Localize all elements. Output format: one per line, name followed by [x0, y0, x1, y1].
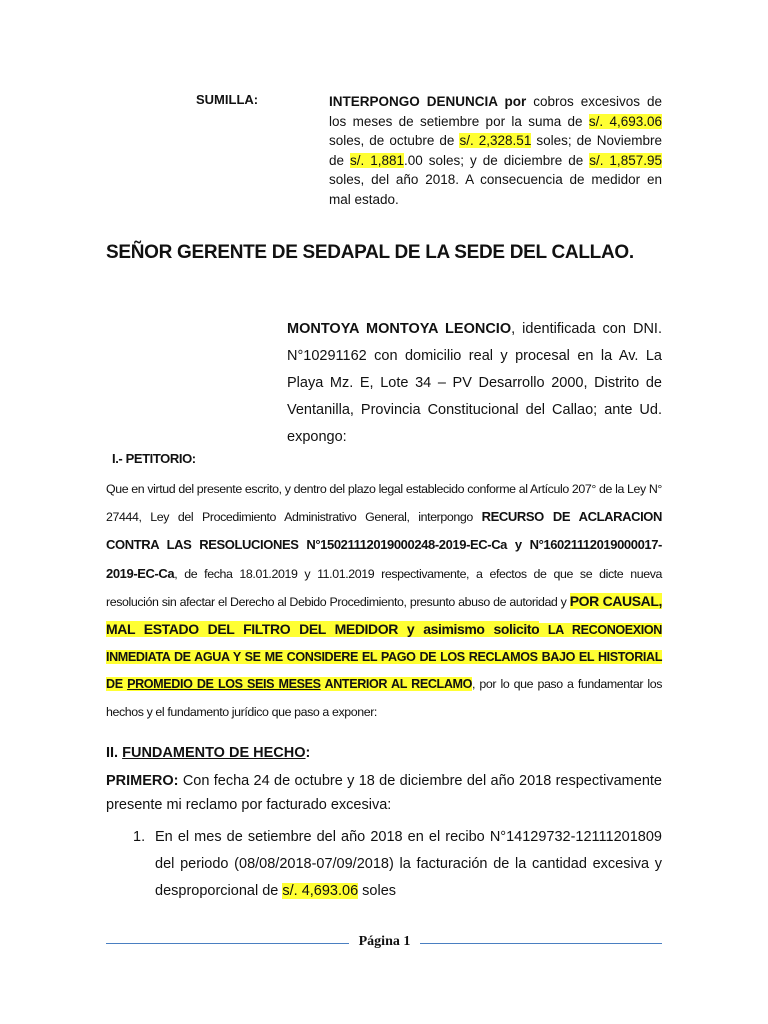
- sumilla-lead: INTERPONGO DENUNCIA por: [329, 94, 527, 109]
- petitorio-paragraph: [106, 476, 662, 726]
- sumilla-text-5: soles, del año 2018. A consecuencia de medidor en mal estado.: [329, 172, 662, 207]
- fundamento-title: FUNDAMENTO DE HECHO: [122, 745, 306, 761]
- list-item: [133, 824, 662, 905]
- intro-text: , identificada con DNI. N°10291162 con domicilio real y procesal en la Av. La Playa Mz. E, Lote 34 – PV Desarrollo 2000, Distrito de Ventanilla, Provincia Constitucional del Callao; ante Ud. expongo:: [287, 321, 662, 445]
- list-item-text: [155, 824, 662, 905]
- footer-divider-left: [106, 943, 349, 944]
- footer-divider-right: [420, 943, 662, 944]
- primero-text: Con fecha 24 de octubre y 18 de diciembre del año 2018 respectivamente presente mi reclamo por facturado excesiva:: [106, 773, 662, 813]
- amount-diciembre: s/. 1,857.95: [589, 152, 662, 168]
- item1-text: En el mes de setiembre del año 2018 en el recibo N°14129732-12111201809 del periodo (08/08/2018-07/09/2018) la facturación de la cantidad excesiva y desproporcional de: [155, 829, 662, 899]
- sumilla-text-4: .00 soles; y de diciembre de: [404, 152, 590, 168]
- sumilla-text-2: soles, de octubre de: [329, 133, 460, 148]
- primero-label: PRIMERO:: [106, 773, 179, 789]
- recurso-resoluciones: RECURSO DE ACLARACION CONTRA LAS RESOLUCIONES N°15021112019000248-2019-EC-Ca y N°16021112019000017-2019-EC-Ca: [106, 509, 662, 581]
- highlight-promedio: PROMEDIO DE LOS SEIS MESES: [127, 677, 321, 692]
- amount-noviembre: s/. 1,881: [350, 152, 405, 168]
- highlight-reconexion: LA RECONOEXION INMEDIATA DE AGUA Y SE ME CONSIDERE EL PAGO DE LOS RECLAMOS BAJO EL HISTORIAL DE: [106, 623, 662, 692]
- fundamento-prefix: II.: [106, 745, 123, 761]
- sumilla-text-3: soles; de Noviembre de: [329, 133, 662, 168]
- sumilla-text-1: cobros excesivos de los meses de setiembre por la suma de: [329, 94, 662, 129]
- amount-octubre: s/. 2,328.51: [459, 133, 532, 148]
- highlight-anterior: ANTERIOR AL RECLAMO: [320, 677, 473, 692]
- item1-amount: s/. 4,693.06: [282, 883, 359, 899]
- petitorio-text-2: , de fecha 18.01.2019 y 11.01.2019 respectivamente, a efectos de que se dicte nueva resolución sin afectar el Derecho al Debido Procedimiento, presunto abuso de autoridad y: [106, 566, 662, 609]
- page-number: Página 1: [358, 934, 411, 949]
- highlight-causal: POR CAUSAL, MAL ESTADO DEL FILTRO DEL MEDIDOR y asimismo solicito: [106, 592, 662, 638]
- sumilla-text: [329, 92, 662, 209]
- addressee-heading: SEÑOR GERENTE DE SEDAPAL DE LA SEDE DEL CALLAO.: [106, 242, 634, 263]
- petitorio-text-3: , por lo que paso a fundamentar los hechos y el fundamento jurídico que paso a exponer:: [106, 677, 663, 719]
- primero-paragraph: [106, 769, 662, 817]
- petitorio-text-1: Que en virtud del presente escrito, y dentro del plazo legal establecido conforme al Artículo 207° de la Ley N° 27444, Ley del Procedimiento Administrativo General, interpongo: [106, 482, 662, 525]
- sumilla-label: SUMILLA:: [196, 92, 259, 107]
- list-item-number: 1.: [133, 829, 146, 845]
- fundamento-suffix: :: [305, 745, 311, 761]
- item1-suffix: soles: [358, 883, 397, 899]
- petitorio-heading: I.- PETITORIO:: [112, 451, 196, 466]
- fundamento-heading: [106, 745, 310, 761]
- intro-paragraph: [287, 316, 662, 451]
- claimant-name: MONTOYA MONTOYA LEONCIO: [287, 321, 512, 337]
- amount-setiembre: s/. 4,693.06: [588, 113, 662, 129]
